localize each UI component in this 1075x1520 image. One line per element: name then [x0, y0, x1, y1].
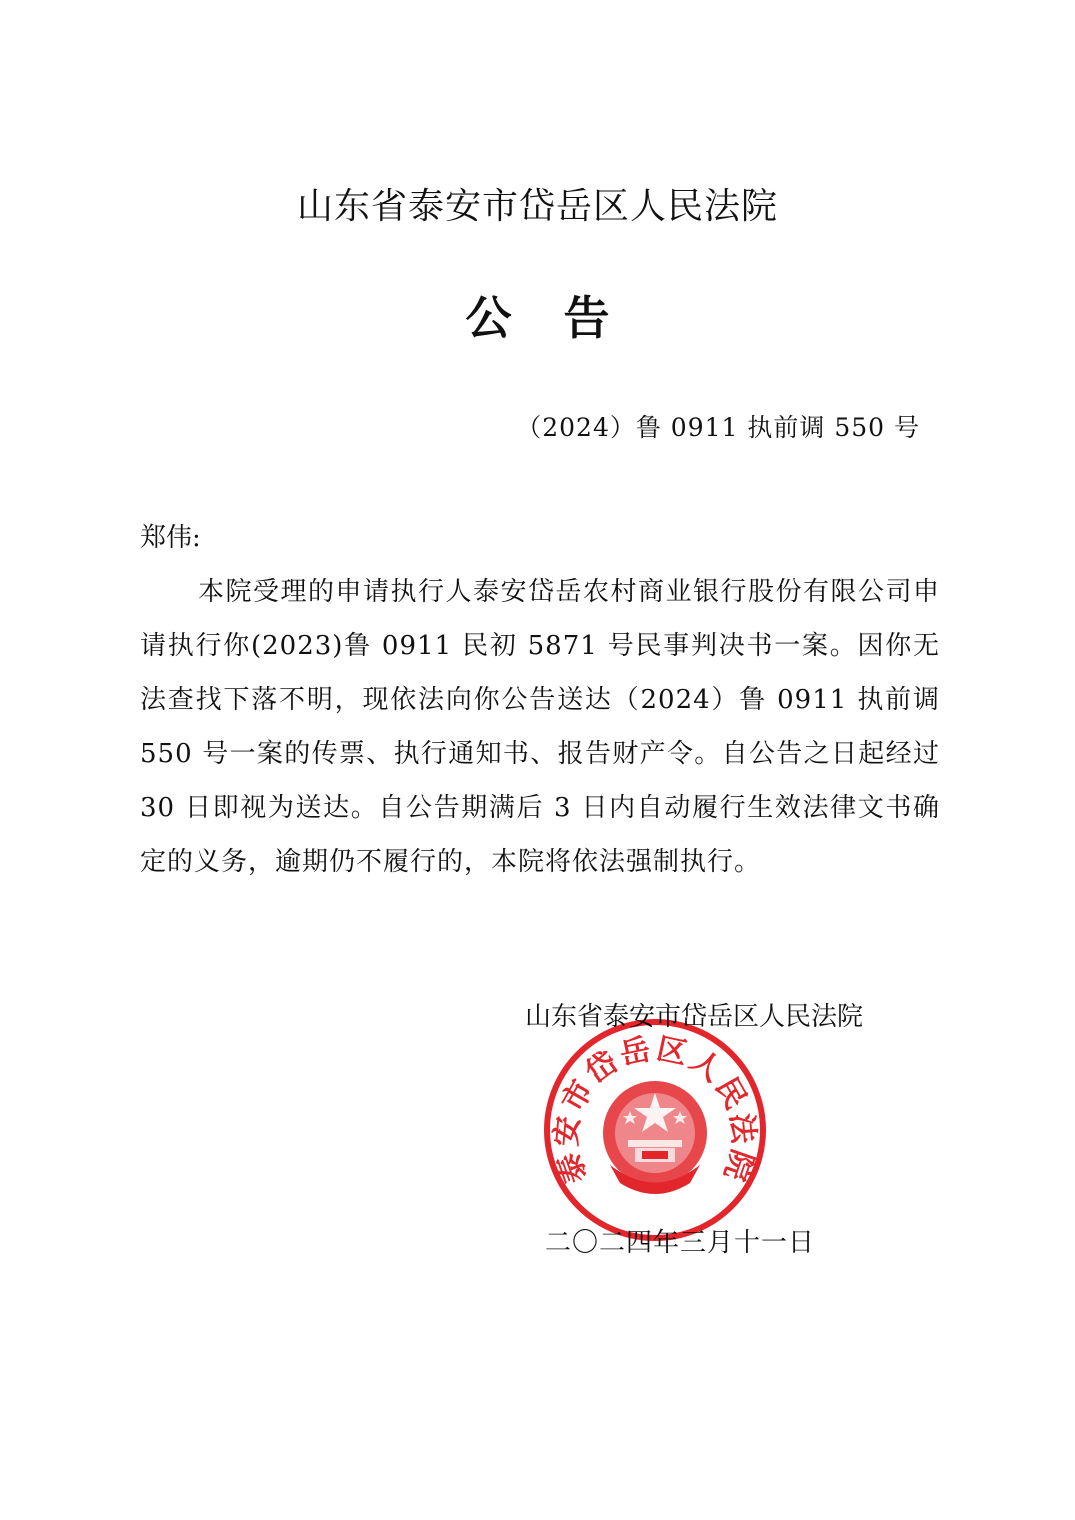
- seal-text: 泰安市岱岳区人民法院: [548, 1031, 762, 1188]
- notice-body-paragraph: 本院受理的申请执行人泰安岱岳农村商业银行股份有限公司申请执行你(2023)鲁 0911 民初 5871 号民事判决书一案。因你无法查找下落不明，现依法向你公告送达（2024）鲁 0911 执前调 550 号一案的传票、执行通知书、报告财产令。自公告之日起经过 30 日即视为送达。自公告期满后 3 日内自动履行生效法律文书确定的义务，逾期仍不履行的，本院将依法强制执行。: [140, 577, 940, 877]
- national-emblem-icon: [603, 1081, 707, 1194]
- court-seal-stamp: [540, 1015, 770, 1245]
- addressee: 郑伟:: [140, 523, 201, 553]
- issue-date: 二〇二四年三月十一日: [545, 1228, 816, 1258]
- court-title: 山东省泰安市岱岳区人民法院: [296, 186, 778, 227]
- case-number: （2024）鲁 0911 执前调 550 号: [516, 413, 920, 442]
- signature-court-name: 山东省泰安市岱岳区人民法院: [525, 1002, 864, 1032]
- document-type-heading: 公告: [465, 291, 662, 345]
